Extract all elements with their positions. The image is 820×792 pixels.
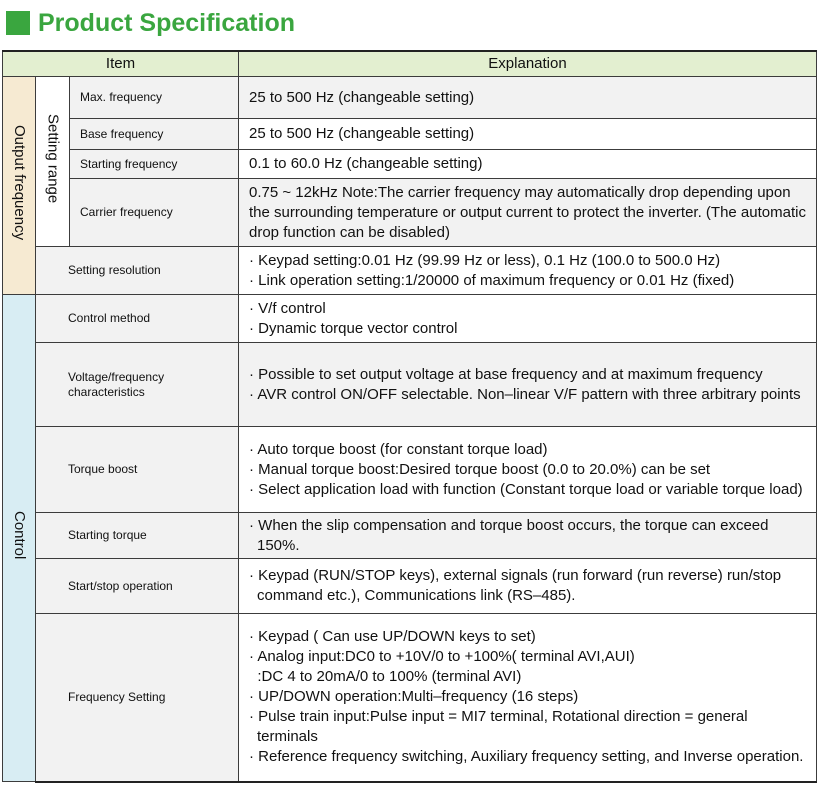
table-row (3, 247, 817, 295)
exp-setting-resolution: · Keypad setting:0.01 Hz (99.99 Hz or less), 0.1 Hz (100.0 to 500.0 Hz) · Link operation setting:1/20000 of maximum frequency or 0.01 Hz (fixed) (239, 247, 817, 295)
table-row (3, 427, 817, 513)
item-vf-characteristics: Voltage/frequency characteristics (36, 343, 239, 427)
title-square-icon (6, 11, 30, 35)
item-starting-frequency: Starting frequency (70, 150, 239, 179)
group-output-frequency: Output frequency (3, 77, 36, 295)
group-control: Control (3, 295, 36, 782)
item-max-frequency: Max. frequency (70, 77, 239, 119)
exp-starting-frequency: 0.1 to 60.0 Hz (changeable setting) (239, 150, 817, 179)
header-explanation: Explanation (239, 51, 817, 77)
exp-max-frequency: 25 to 500 Hz (changeable setting) (239, 77, 817, 119)
item-setting-resolution: Setting resolution (36, 247, 239, 295)
table-row (3, 343, 817, 427)
item-start-stop: Start/stop operation (36, 559, 239, 614)
exp-vf-characteristics: · Possible to set output voltage at base frequency and at maximum frequency · AVR control ON/OFF selectable. Non–linear V/F pattern with three arbitrary points (239, 343, 817, 427)
exp-start-stop: · Keypad (RUN/STOP keys), external signals (run forward (run reverse) run/stop command etc.), Communications link (RS–485). (239, 559, 817, 614)
exp-carrier-frequency: 0.75 ~ 12kHz Note:The carrier frequency may automatically drop depending upon the surrounding temperature or output current to protect the inverter. (The automatic drop function can be disabled) (239, 179, 817, 247)
subgroup-setting-range: Setting range (36, 77, 70, 247)
table-header-row (3, 51, 817, 77)
table-row (3, 614, 817, 782)
item-starting-torque: Starting torque (36, 513, 239, 559)
page-title (6, 6, 295, 40)
table-row (3, 179, 817, 247)
exp-frequency-setting: · Keypad ( Can use UP/DOWN keys to set) · Analog input:DC0 to +10V/0 to +100%( terminal AVI,AUI) :DC 4 to 20mA/0 to 100% (terminal AVI) · UP/DOWN operation:Multi–frequency (16 steps) · Pulse train input:Pulse input = MI7 terminal, Rotational direction = general terminals · Reference frequency switching, Auxiliary frequency setting, and Inverse operation. (239, 614, 817, 782)
item-frequency-setting: Frequency Setting (36, 614, 239, 782)
table-row (3, 77, 817, 119)
item-base-frequency: Base frequency (70, 119, 239, 150)
table-row (3, 295, 817, 343)
header-item: Item (3, 51, 239, 77)
table-row (3, 513, 817, 559)
spec-table (2, 50, 817, 783)
exp-starting-torque: · When the slip compensation and torque boost occurs, the torque can exceed 150%. (239, 513, 817, 559)
item-control-method: Control method (36, 295, 239, 343)
exp-torque-boost: · Auto torque boost (for constant torque load) · Manual torque boost:Desired torque boost (0.0 to 20.0%) can be set · Select application load with function (Constant torque load or variable torque load) (239, 427, 817, 513)
table-row (3, 559, 817, 614)
title-text: Product Specification (38, 8, 295, 37)
item-carrier-frequency: Carrier frequency (70, 179, 239, 247)
table-row (3, 150, 817, 179)
exp-control-method: · V/f control · Dynamic torque vector control (239, 295, 817, 343)
exp-base-frequency: 25 to 500 Hz (changeable setting) (239, 119, 817, 150)
item-torque-boost: Torque boost (36, 427, 239, 513)
table-row (3, 119, 817, 150)
